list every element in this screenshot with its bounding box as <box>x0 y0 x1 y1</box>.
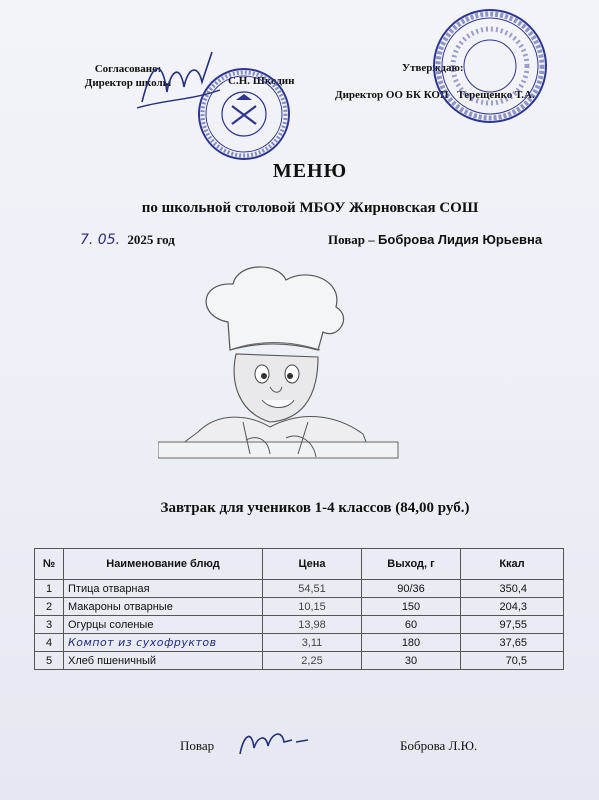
cell-output: 90/36 <box>362 580 461 598</box>
header-price: Цена <box>263 549 362 580</box>
cell-price: 2,25 <box>263 652 362 670</box>
cook-label: Повар – <box>328 232 375 247</box>
approved-name: С.Н. Шкодин <box>228 75 295 87</box>
cook-line <box>328 232 542 248</box>
cook-name: Боброва Лидия Юрьевна <box>378 232 543 247</box>
table-row <box>35 598 564 616</box>
cell-num: 3 <box>35 616 64 634</box>
approved-label: Согласовано: <box>94 63 162 75</box>
date-handwritten: 7. 05. <box>80 232 121 248</box>
table-row <box>35 580 564 598</box>
page-subtitle: по школьной столовой МБОУ Жирновская СОШ <box>141 200 479 216</box>
cell-kcal: 97,55 <box>461 616 564 634</box>
cell-name: Компот из сухофруктов <box>64 634 263 652</box>
chef-illustration <box>158 262 408 472</box>
footer-cook-label: Повар <box>180 738 215 753</box>
table-row <box>35 634 564 652</box>
cell-num: 1 <box>35 580 64 598</box>
header-num: № <box>35 549 64 580</box>
cell-price: 10,15 <box>263 598 362 616</box>
menu-table <box>34 548 564 670</box>
cell-num: 2 <box>35 598 64 616</box>
header-name: Наименование блюд <box>64 549 263 580</box>
page-title: МЕНЮ <box>272 160 348 182</box>
footer-cook-name: Боброва Л.Ю. <box>400 738 478 753</box>
cell-output: 30 <box>362 652 461 670</box>
cell-name: Птица отварная <box>64 580 263 598</box>
cell-num: 5 <box>35 652 64 670</box>
cook-signature <box>232 726 312 762</box>
cell-output: 180 <box>362 634 461 652</box>
table-header-row <box>35 549 564 580</box>
date-year: 2025 год <box>127 232 175 247</box>
header-output: Выход, г <box>362 549 461 580</box>
cell-num: 4 <box>35 634 64 652</box>
school-stamp <box>196 66 295 162</box>
menu-date <box>80 232 175 248</box>
cell-kcal: 70,5 <box>461 652 564 670</box>
company-stamp <box>430 6 550 126</box>
header-kcal: Ккал <box>461 549 564 580</box>
cell-kcal: 204,3 <box>461 598 564 616</box>
cell-price: 54,51 <box>263 580 362 598</box>
cell-name: Хлеб пшеничный <box>64 652 263 670</box>
cell-name: Макароны отварные <box>64 598 263 616</box>
cell-output: 60 <box>362 616 461 634</box>
cell-kcal: 350,4 <box>461 580 564 598</box>
table-row <box>35 652 564 670</box>
cell-kcal: 37,65 <box>461 634 564 652</box>
cell-name: Огурцы соленые <box>64 616 263 634</box>
cell-price: 13,98 <box>263 616 362 634</box>
approved-role: Директор школы <box>84 77 172 89</box>
cell-output: 150 <box>362 598 461 616</box>
confirm-label: Утверждаю: <box>402 62 464 74</box>
cell-price: 3,11 <box>263 634 362 652</box>
confirm-name: Терещенко Т.А. <box>457 89 535 101</box>
table-row <box>35 616 564 634</box>
section-title: Завтрак для учеников 1-4 классов (84,00 руб.) <box>160 500 470 516</box>
confirm-role: Директор ОО БК КОП <box>335 89 449 101</box>
